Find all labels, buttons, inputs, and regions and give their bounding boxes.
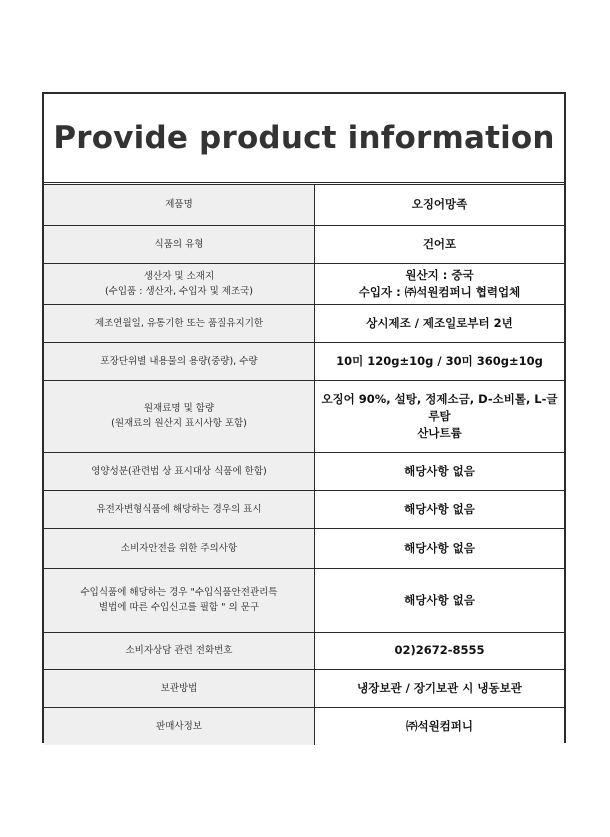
page-title: Provide product information <box>53 120 555 156</box>
table-row <box>44 568 564 632</box>
row-label <box>44 263 315 304</box>
row-label <box>44 632 315 669</box>
value-line: 해당사항 없음 <box>404 592 475 607</box>
value-line: 해당사항 없음 <box>404 540 475 555</box>
value-line: 건어포 <box>422 236 457 251</box>
table-row <box>44 380 564 452</box>
table-row <box>44 707 564 745</box>
table-row <box>44 225 564 263</box>
table-row <box>44 452 564 490</box>
row-value <box>315 707 565 745</box>
label-line: 생산자 및 소재지 <box>143 270 215 282</box>
row-label <box>44 225 315 263</box>
row-value <box>315 528 565 568</box>
value-line: 해당사항 없음 <box>404 501 475 516</box>
label-line: (수입품 : 생산자, 수입자 및 제조국) <box>104 285 254 297</box>
value-line: 원산지 : 중국 <box>405 267 474 282</box>
product-info-table <box>44 185 564 745</box>
row-label <box>44 568 315 632</box>
table-row <box>44 304 564 342</box>
value-line: 산나트륨 <box>417 425 462 440</box>
table-row <box>44 669 564 707</box>
table-row <box>44 342 564 380</box>
label-line: 유전자변형식품에 해당하는 경우의 표시 <box>96 503 262 515</box>
value-line: ㈜석원컴퍼니 <box>405 718 474 733</box>
row-value <box>315 380 565 452</box>
row-value <box>315 185 565 225</box>
table-row <box>44 185 564 225</box>
row-value <box>315 342 565 380</box>
label-line: 제품명 <box>165 199 193 211</box>
row-label <box>44 528 315 568</box>
title-box <box>44 94 564 185</box>
row-value <box>315 304 565 342</box>
label-line: 포장단위별 내용물의 용량(중량), 수량 <box>100 355 258 367</box>
row-label <box>44 380 315 452</box>
value-line: 해당사항 없음 <box>404 463 475 478</box>
value-line: 02)2672-8555 <box>394 643 485 657</box>
label-line: 식품의 유형 <box>154 238 204 250</box>
label-line: 소비자안전을 위한 주의사항 <box>120 542 238 554</box>
label-line: 제조연월일, 유통기한 또는 품질유지기한 <box>94 317 264 329</box>
row-value <box>315 225 565 263</box>
product-info-sheet <box>42 92 566 743</box>
table-row <box>44 490 564 528</box>
row-label <box>44 452 315 490</box>
value-line: 냉장보관 / 장기보관 시 냉동보관 <box>357 680 522 695</box>
row-value <box>315 263 565 304</box>
row-label <box>44 669 315 707</box>
value-line: 상시제조 / 제조일로부터 2년 <box>366 315 513 330</box>
value-line: 10미 120g±10g / 30미 360g±10g <box>336 353 543 368</box>
label-line: (원재료의 원산지 표시사항 포함) <box>111 418 247 429</box>
label-line: 원재료명 및 함량 <box>143 403 215 414</box>
row-value <box>315 452 565 490</box>
label-line: 수입식품에 해당하는 경우 "수입식품안전관리특 <box>80 587 278 598</box>
table-row <box>44 263 564 304</box>
label-line: 별법에 따른 수입신고를 필함 " 의 문구 <box>98 602 260 613</box>
label-line: 영양성분(관련법 상 표시대상 식품에 한함) <box>91 465 267 477</box>
value-line: 오징어 90%, 설탕, 정제소금, D-소비톨, L-글루탐 <box>321 391 558 423</box>
row-label <box>44 185 315 225</box>
row-label <box>44 707 315 745</box>
table-row <box>44 528 564 568</box>
label-line: 판매사정보 <box>156 720 202 732</box>
row-label <box>44 304 315 342</box>
value-line: 오징어망족 <box>411 197 468 212</box>
row-value <box>315 490 565 528</box>
label-line: 보관방법 <box>160 682 198 694</box>
label-line: 소비자상담 관련 전화번호 <box>125 645 233 656</box>
row-label <box>44 490 315 528</box>
table-row <box>44 632 564 669</box>
row-label <box>44 342 315 380</box>
value-line: 수입자 : ㈜석원컴퍼니 협력업체 <box>358 284 521 299</box>
row-value <box>315 568 565 632</box>
row-value <box>315 632 565 669</box>
row-value <box>315 669 565 707</box>
